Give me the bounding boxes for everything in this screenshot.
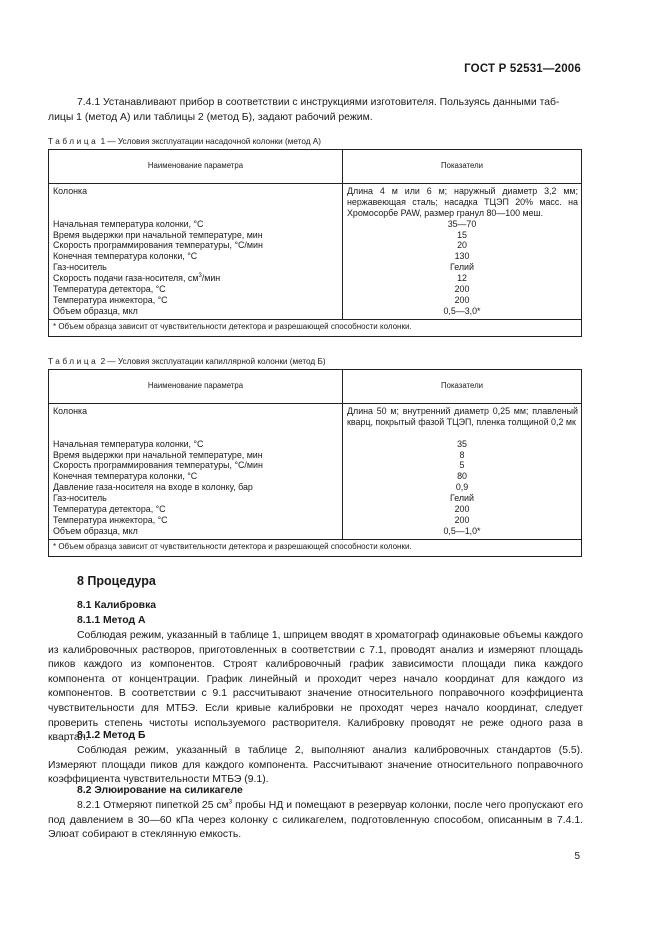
section-8-2-heading: 8.2 Элюирование на силикагеле <box>77 785 243 796</box>
table2-param: Время выдержки при начальной температуре, мин <box>53 449 263 460</box>
section-8-1-2-text: Соблюдая режим, указанный в таблице 2, выполняют анализ калибровочных стандартов (5.5). Измеряют площади пиков для каждого компонента. Рассчитывают значение относительного поправочного коэффициента чувствительности МТБЭ (9.1). <box>48 745 583 786</box>
table2-param: Температура инжектора, °С <box>53 514 168 525</box>
table2-param: Газ-носитель <box>53 493 107 504</box>
table2-value: 200 <box>454 514 470 525</box>
table2-caption <box>48 357 326 366</box>
table1-param: Начальная температура колонки, °С <box>53 218 204 229</box>
table1-param: Время выдержки при начальной температуре, мин <box>53 229 263 240</box>
table1-param: Конечная температура колонки, °С <box>53 251 198 262</box>
table1-footnote: * Объем образца зависит от чувствительности детектора и разрешающей способности колонки. <box>49 319 582 336</box>
table1-value: 200 <box>454 284 470 295</box>
section-8-1-heading: 8.1 Калибровка <box>77 600 157 611</box>
table2-value-column-desc: Длина 50 м; внутренний диаметр 0,25 мм; плавленый кварц, покрытый фазой ТЦЭП, пленка толщиной 0,2 мк <box>347 406 578 427</box>
page-number: 5 <box>574 851 580 862</box>
table1-param-gas-flow <box>49 273 342 284</box>
table1-caption <box>48 137 321 146</box>
table2-header-param: Наименование параметра <box>49 370 343 404</box>
table2-value: 5 <box>459 460 465 471</box>
table2-spacer <box>49 417 342 428</box>
table1-param: Колонка <box>53 186 88 196</box>
section-8-2-1-sup: 3 <box>228 799 233 806</box>
table1-header-value: Показатели <box>343 150 582 184</box>
table2-value: 8 <box>459 449 465 460</box>
table1-param: Объем образца, мкл <box>53 305 138 316</box>
section-8-2-1-text-end: пробы НД и помещают в резервуар колонки, после чего пропускают его под давлением в 30—60 кПа через колонку с силикагелем, подготовленную способом, описанным в 7.4.1. Элюат собирают в стеклянную емкость. <box>48 800 583 841</box>
table1 <box>48 149 582 337</box>
section-8-heading: 8 Процедура <box>77 574 156 588</box>
table2-value-column <box>343 404 582 540</box>
table2 <box>48 369 582 557</box>
table2-footnote: * Объем образца зависит от чувствительности детектора и разрешающей способности колонки. <box>49 539 582 556</box>
table1-value-column <box>343 184 582 320</box>
table2-param: Начальная температура колонки, °С <box>53 438 204 449</box>
table1-spacer <box>49 208 342 219</box>
table2-caption-word: Таблица <box>48 357 99 366</box>
table2-param: Колонка <box>53 406 88 416</box>
table2-param: Скорость программирования температуры, °С/мин <box>53 460 263 471</box>
document-code-header: ГОСТ Р 52531—2006 <box>464 63 581 75</box>
table2-value: 0,9 <box>455 482 469 493</box>
table2-param: Давление газа-носителя на входе в колонку, бар <box>53 482 253 493</box>
table2-param-column <box>49 404 343 540</box>
table1-param-gas-flow-text: Скорость подачи газа-носителя, см <box>53 273 199 284</box>
table1-value: 130 <box>454 251 470 262</box>
intro-line-2: лицы 1 (метод А) или таблицы 2 (метод Б), задают рабочий режим. <box>48 111 373 123</box>
table1-caption-word: Таблица <box>48 137 99 146</box>
table1-value: 12 <box>457 273 467 284</box>
intro-paragraph <box>48 96 583 125</box>
table2-header-value: Показатели <box>343 370 582 404</box>
intro-line-1: 7.4.1 Устанавливают прибор в соответствии с инструкциями изготовителя. Пользуясь данными таб- <box>77 97 560 108</box>
table1-param-gas-flow-sup: 3 <box>198 273 202 280</box>
table2-caption-text: 2 — Условия эксплуатации капиллярной колонки (метод Б) <box>100 357 326 366</box>
table2-value: 200 <box>454 504 470 515</box>
table1-param-gas-flow-unit: /мин <box>201 273 221 284</box>
table1-spacer <box>49 197 342 208</box>
table2-param: Объем образца, мкл <box>53 525 138 536</box>
table2-value: 0,5—1,0* <box>443 525 481 536</box>
table1-caption-text: 1 — Условия эксплуатации насадочной колонки (метод А) <box>100 137 321 146</box>
table2-param: Температура детектора, °С <box>53 504 166 515</box>
section-8-2-1-text-start: 8.2.1 Отмеряют пипеткой 25 см <box>77 800 229 811</box>
table1-value: 0,5—3,0* <box>443 305 481 316</box>
table1-value-column-desc: Длина 4 м или 6 м; наружный диаметр 3,2 мм; нержавеющая сталь; насадка ТЦЭП 20% масс. на Хромосорбе PAW, размер гранул 80—100 меш. <box>347 186 578 218</box>
table1-header-param: Наименование параметра <box>49 150 343 184</box>
table1-value: 200 <box>454 294 470 305</box>
table1-param-column <box>49 184 343 320</box>
table1-value: 20 <box>457 240 467 251</box>
table1-param: Температура детектора, °С <box>53 284 166 295</box>
table1-value: 15 <box>457 229 467 240</box>
table1-value: 35—70 <box>447 218 477 229</box>
table2-value: 80 <box>457 471 467 482</box>
section-8-1-1-heading: 8.1.1 Метод А <box>77 615 146 626</box>
table1-value: Гелий <box>450 262 474 273</box>
table1-param: Температура инжектора, °С <box>53 294 168 305</box>
table2-value: Гелий <box>450 493 474 504</box>
table2-value: 35 <box>457 438 467 449</box>
table1-param: Газ-носитель <box>53 262 107 273</box>
table2-spacer <box>49 428 342 439</box>
table1-param: Скорость программирования температуры, °С/мин <box>53 240 263 251</box>
section-8-1-2-heading: 8.1.2 Метод Б <box>77 730 146 741</box>
table2-param: Конечная температура колонки, °С <box>53 471 198 482</box>
section-8-2-1-text <box>48 799 583 843</box>
section-8-1-1-text: Соблюдая режим, указанный в таблице 1, шприцем вводят в хроматограф одинаковые объемы каждого из калибровочных растворов, приготовленных в соответствии с 7.1, проводят анализ и измеряют площадь пиков каждого из компонентов. Строят калибровочный график зависимости площади пика каждого компонента от концентрации. График линейный и проходит через начало координат для каждого из компонентов. В соответствии с 9.1 рассчитывают значение относительного поправочного коэффициента чувствительности для МТБЭ. Если кривые калибровки не проходят через начало координат, следует проверить степень чистоты используемого растворителя. Калибровку проводят не реже одного раза в квартал. <box>48 630 583 744</box>
